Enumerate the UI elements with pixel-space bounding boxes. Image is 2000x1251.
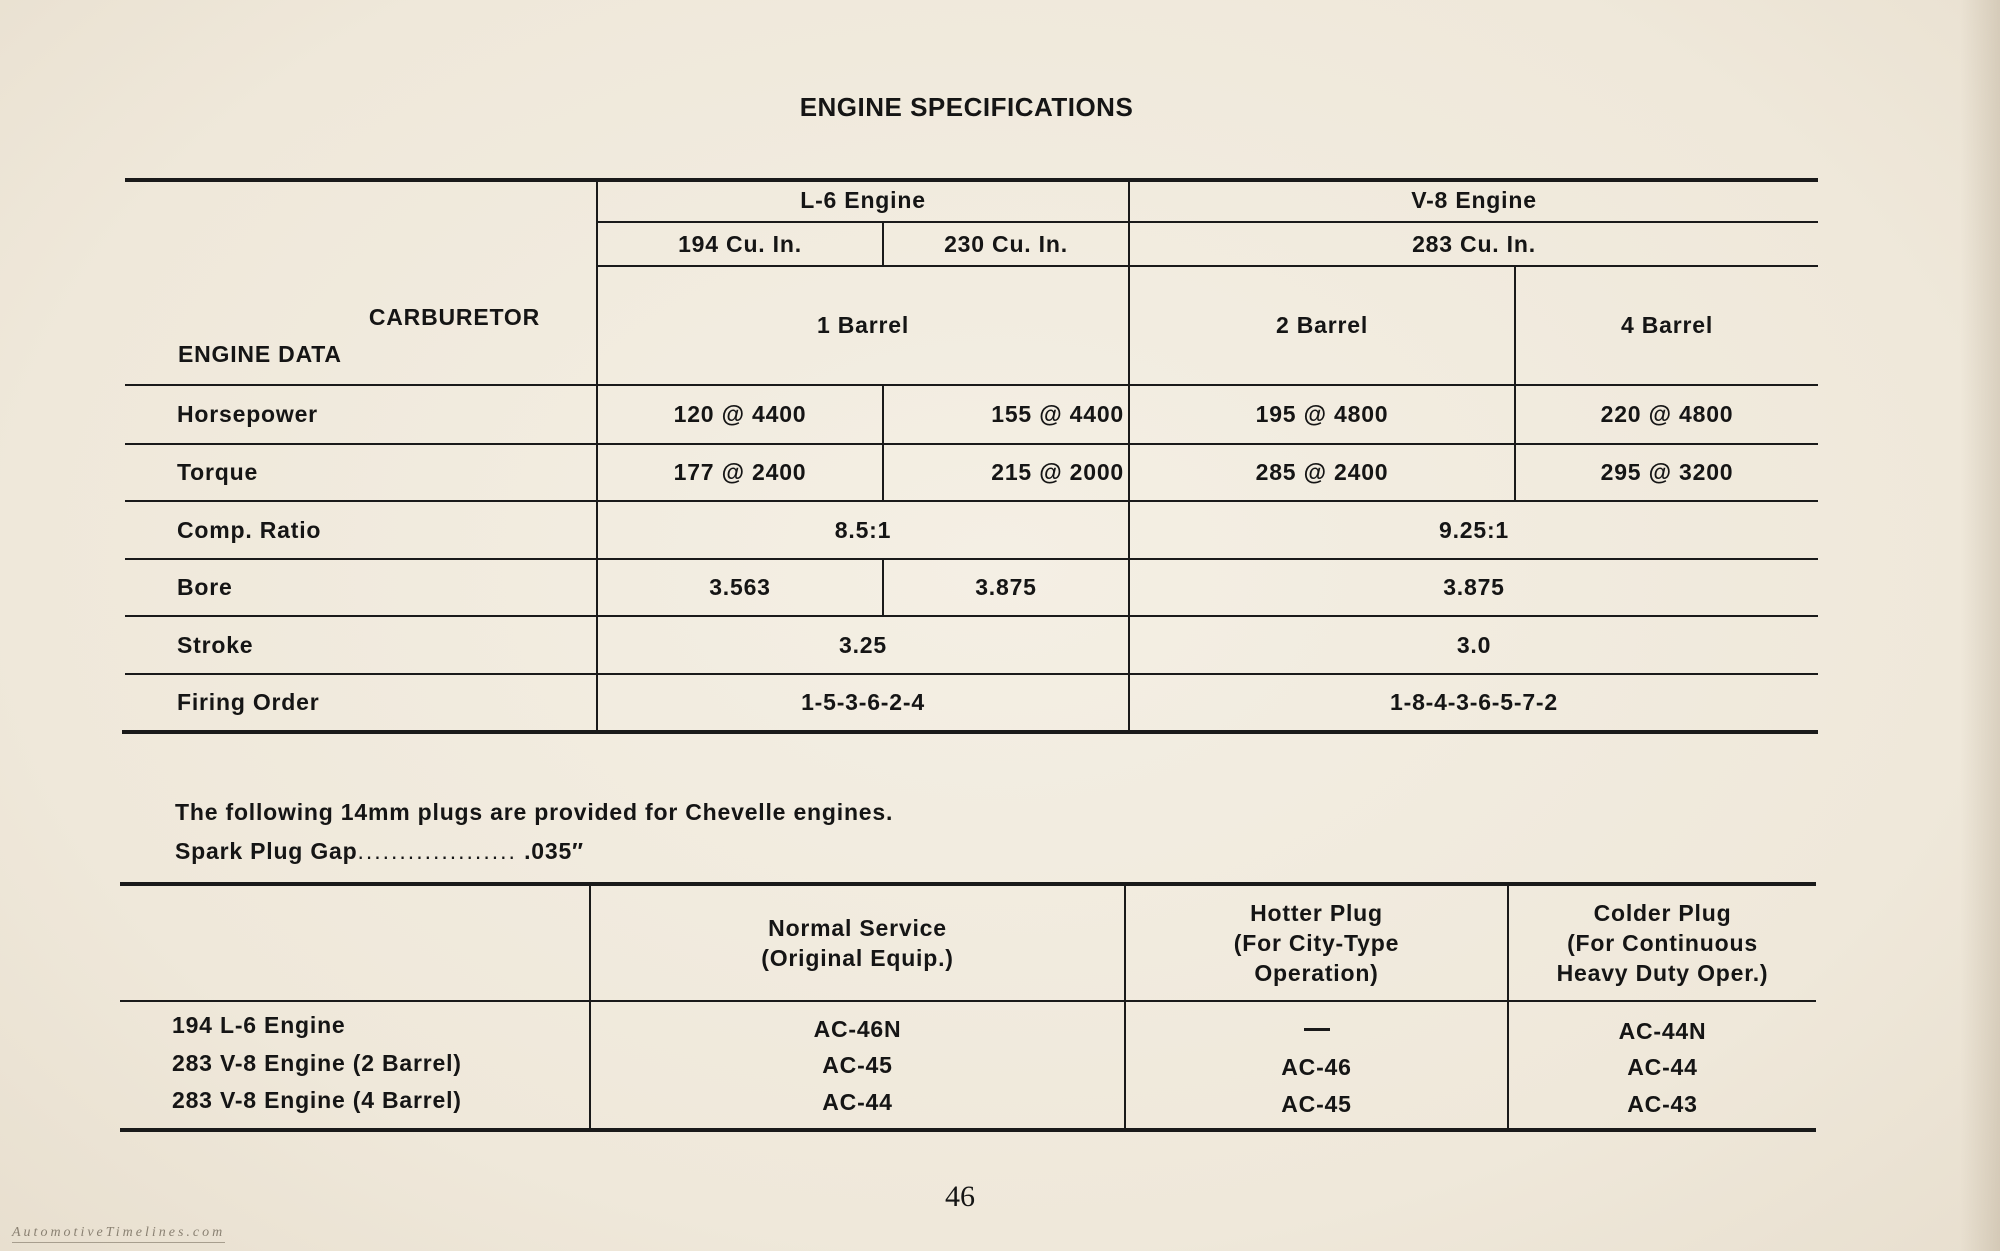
header-colder-line3: Heavy Duty Oper.): [1556, 960, 1769, 986]
header-colder-line2: (For Continuous: [1567, 930, 1758, 956]
plug-row-engine: 283 V-8 Engine (2 Barrel): [172, 1049, 462, 1076]
stroke-v8: 3.0: [1456, 631, 1492, 658]
plug-row-colder: AC-44N: [1618, 1017, 1707, 1044]
bore-v8: 3.875: [1443, 574, 1505, 600]
plug-table-bottom-rule: [120, 1128, 1816, 1132]
row-label-comp-ratio: Comp. Ratio: [177, 516, 322, 543]
row-label-torque: Torque: [177, 459, 259, 485]
bore-230: 3.875: [975, 574, 1037, 600]
hp-283-2bbl: 195 @ 4800: [1255, 401, 1389, 427]
header-normal-service: [591, 886, 1124, 1000]
tq-230: 215 @ 2000: [991, 459, 1124, 485]
header-disp-194: 194 Cu. In.: [678, 230, 802, 257]
site-watermark: AutomotiveTimelines.com: [12, 1225, 225, 1243]
plug-row-engine: 194 L-6 Engine: [172, 1011, 346, 1038]
firing-l6: 1-5-3-6-2-4: [801, 689, 925, 715]
label-engine-data: ENGINE DATA: [178, 340, 342, 367]
tq-283-2bbl: 285 @ 2400: [1255, 459, 1389, 485]
plug-row-normal: AC-44: [822, 1088, 893, 1115]
spark-gap-value: .035″: [524, 838, 584, 864]
hp-283-4bbl: 220 @ 4800: [1600, 401, 1734, 427]
plugs-note: The following 14mm plugs are provided for Chevelle engines.: [175, 799, 894, 825]
header-carb-1-barrel: 1 Barrel: [816, 312, 910, 338]
spark-gap-dots: ...................: [357, 838, 517, 864]
header-normal-line1: Normal Service: [768, 915, 947, 941]
page-number: 46: [945, 1180, 975, 1213]
header-hotter-line3: Operation): [1254, 960, 1379, 986]
bore-194: 3.563: [709, 574, 771, 600]
header-disp-283: 283 Cu. In.: [1412, 230, 1536, 257]
comp-v8: 9.25:1: [1438, 516, 1509, 543]
header-carb-2-barrel: 2 Barrel: [1275, 312, 1369, 338]
header-hotter-line1: Hotter Plug: [1250, 900, 1383, 926]
tq-283-4bbl: 295 @ 3200: [1600, 459, 1734, 485]
dash-mark: [1304, 1028, 1330, 1031]
header-colder-plug: [1509, 886, 1816, 1000]
tq-194: 177 @ 2400: [673, 459, 807, 485]
header-hotter-line2: (For City-Type: [1233, 930, 1400, 956]
plug-row-hotter: [1126, 1012, 1507, 1046]
plug-row-engine: 283 V-8 Engine (4 Barrel): [172, 1086, 462, 1113]
header-disp-230: 230 Cu. In.: [944, 230, 1068, 257]
row-label-bore: Bore: [177, 574, 233, 600]
header-colder-line1: Colder Plug: [1593, 900, 1732, 926]
plug-table-header-rule: [120, 1000, 1816, 1002]
plug-row-normal: AC-46N: [813, 1015, 902, 1042]
hp-230: 155 @ 4400: [991, 401, 1124, 427]
header-l6-engine: L-6 Engine: [800, 187, 926, 213]
row-label-firing-order: Firing Order: [177, 689, 320, 715]
row-label-stroke: Stroke: [177, 631, 254, 658]
hp-194: 120 @ 4400: [673, 401, 807, 427]
header-normal-line2: (Original Equip.): [761, 945, 954, 971]
row-label-horsepower: Horsepower: [177, 401, 318, 427]
plug-row-hotter: AC-45: [1281, 1090, 1352, 1117]
firing-v8: 1-8-4-3-6-5-7-2: [1390, 689, 1558, 715]
header-v8-engine: V-8 Engine: [1411, 187, 1537, 213]
comp-l6: 8.5:1: [834, 516, 892, 543]
plug-row-hotter: AC-46: [1281, 1053, 1352, 1080]
stroke-l6: 3.25: [839, 631, 887, 658]
plug-row-colder: AC-44: [1627, 1053, 1698, 1080]
plug-row-normal: AC-45: [822, 1051, 893, 1078]
spark-gap-label: Spark Plug Gap: [175, 838, 358, 864]
label-carburetor: CARBURETOR: [368, 303, 540, 330]
page-title: ENGINE SPECIFICATIONS: [799, 92, 1134, 122]
header-hotter-plug: [1126, 886, 1507, 1000]
header-carb-4-barrel: 4 Barrel: [1620, 312, 1714, 338]
plug-row-colder: AC-43: [1627, 1090, 1698, 1117]
